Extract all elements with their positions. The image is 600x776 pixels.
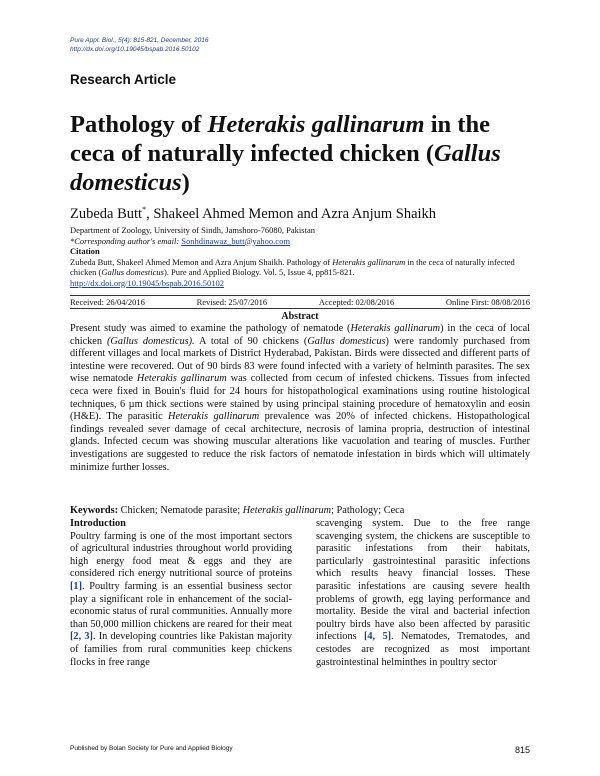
journal-header — [70, 36, 209, 54]
intro-paragraph: Poultry farming is one of the most important sectors of agricultural industries throughout world providing high energy food meat & eggs and they are considered rich energy nutritional source of proteins [1]. Poultry farming is an essential business sector play a significant role in enhancement of the social- economic status of rural communities. Annually more than 50,000 million chickens are reared for their meat [2, 3]. In developing countries like Pakistan majority of families from rural communities keep chickens flocks in free range — [70, 530, 292, 668]
intro-column-right: scavenging system. Due to the free range scavenging system, the chickens are susceptible to parasitic infestations from their habitats, particularly gastrointestinal parasitic infections which results heavy financial losses. These parasitic infestations are causing severe health problems of growth, egg laying performance and mortality. Beside the viral and bacterial infection poultry birds have also been affected by parasitic infections [4, 5]. Nematodes, Trematodes, and cestodes are recognized as most important gastrointestinal helminthes in poultry sector — [316, 518, 530, 668]
page-footer — [70, 745, 530, 755]
introduction-heading: Introduction — [70, 518, 126, 529]
journal-citation: Pure Appl. Biol., 5(4): 815-821, December, 2016 — [70, 37, 209, 44]
author-list: Zubeda Butt*, Shakeel Ahmed Memon and Azra Anjum Shaikh — [70, 205, 437, 222]
article-dates — [70, 297, 530, 307]
date-received: Received: 26/04/2016 — [70, 297, 145, 307]
corresponding-author: *Corresponding author's email: Sonhdinawaz_butt@yahoo.com — [70, 235, 290, 246]
date-accepted: Accepted: 02/08/2016 — [318, 297, 395, 307]
citation-label: Citation — [70, 246, 100, 256]
intro-column-left — [70, 518, 292, 669]
publisher-note: Published by Bolan Society for Pure and Applied Biology — [70, 745, 233, 752]
affiliation-block — [70, 225, 540, 288]
reference-link[interactable]: [4, 5] — [363, 631, 392, 643]
abstract-body: Present study was aimed to examine the pathology of nematode (Heterakis gallinarum) in the ceca of local chicken (Gallus domesticus). A total of 90 chickens (Gallus domesticus) were randomly purchased from different villages and local markets of District Hyderabad, Pakistan. Birds were dissected and different parts of intestine were recovered. Out of 90 birds 83 were found infected with a variety of helminth parasites. The sex wise nematode Heterakis gallinarum was collected from cecum of infested chickens. Tissues from infected ceca were fixed in Bouin's fluid for 24 hours for histopathological examinations using routine histological techniques, 6 µm thick sections were stained by using principal staining procedure of hematoxylin and eosin (H&E). The parasitic Heterakis gallinarum prevalence was 20% of infected chickens. Histopathological findings revealed sever damage of cecal architecture, necrosis of lamina propria, destruction of intestinal glands. Infected cecum was showing muscular alterations like vacuolation and tearing of muscles. Further investigations are suggested to reduce the risk factors of nematode infestation in birds which will ultimately minimize further losses. — [70, 323, 531, 473]
corresponding-email-link[interactable]: Sonhdinawaz_butt@yahoo.com — [181, 235, 290, 246]
paper-title: Pathology of Heterakis gallinarum in the ceca of naturally infected chicken (Gallus domesticus) — [70, 111, 501, 196]
citation-doi-link[interactable]: http://dx.doi.org/10.19045/bspab.2016.50102 — [70, 277, 225, 288]
keywords: Keywords: Chicken; Nematode parasite; Heterakis gallinarum; Pathology; Ceca — [70, 505, 405, 516]
date-online: Online First: 08/08/2016 — [445, 297, 530, 307]
corresponding-mark: * — [142, 205, 147, 214]
page-number: 815 — [514, 745, 530, 755]
abstract-heading: Abstract — [281, 311, 319, 322]
article-type: Research Article — [70, 72, 177, 87]
divider-bottom — [70, 308, 530, 309]
reference-link[interactable]: [2, 3] — [70, 631, 93, 643]
reference-link[interactable]: [1] — [70, 580, 83, 592]
date-revised: Revised: 25/07/2016 — [196, 297, 268, 307]
journal-doi-link[interactable]: http://dx.doi.org/10.19045/bspab.2016.50102 — [70, 46, 200, 53]
divider-top — [70, 295, 530, 296]
citation-text: Zubeda Butt, Shakeel Ahmed Memon and Azra Anjum Shaikh. Pathology of Heterakis gallinarum in the ceca of naturally infected chicken (Gallus domesticus). Pure and Applied Biology. Vol. 5, Issue 4, pp815-821. — [70, 256, 515, 277]
department: Department of Zoology, University of Sindh, Jamshoro-76080, Pakistan — [70, 225, 315, 235]
